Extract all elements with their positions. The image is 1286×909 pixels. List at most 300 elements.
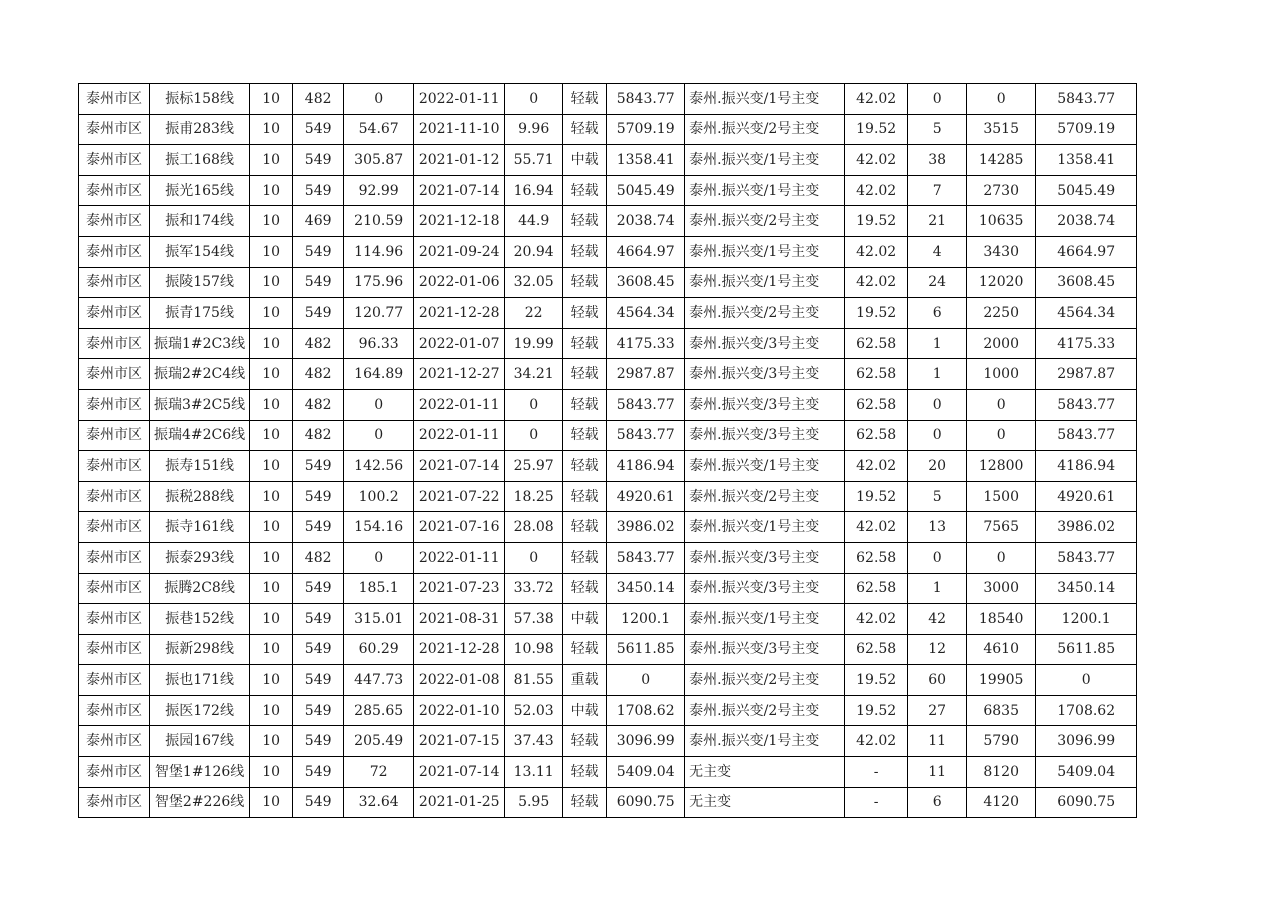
cell-transformer: 泰州.振兴变/3号主变 <box>685 359 845 390</box>
cell-line-name: 振新298线 <box>150 634 250 665</box>
cell-load: 96.33 <box>344 328 414 359</box>
cell-line-name: 振税288线 <box>150 481 250 512</box>
cell-voltage: 10 <box>250 787 293 818</box>
cell-load: 0 <box>344 389 414 420</box>
cell-load-rate: 55.71 <box>505 145 563 176</box>
cell-available: 3986.02 <box>607 512 685 543</box>
cell-capacity: 482 <box>293 84 344 115</box>
cell-transformer: 泰州.振兴变/1号主变 <box>685 84 845 115</box>
cell-transformer: 泰州.振兴变/3号主变 <box>685 634 845 665</box>
cell-load: 72 <box>344 757 414 788</box>
cell-district: 泰州市区 <box>79 328 150 359</box>
cell-remaining: 5843.77 <box>1036 84 1137 115</box>
cell-district: 泰州市区 <box>79 757 150 788</box>
cell-line-name: 振也171线 <box>150 665 250 696</box>
cell-voltage: 10 <box>250 175 293 206</box>
cell-transformer-rate: 42.02 <box>845 512 908 543</box>
cell-district: 泰州市区 <box>79 542 150 573</box>
cell-line-name: 振瑞1#2C3线 <box>150 328 250 359</box>
cell-transformer-rate: 42.02 <box>845 726 908 757</box>
cell-user-capacity: 14285 <box>967 145 1036 176</box>
cell-capacity: 549 <box>293 573 344 604</box>
cell-households: 27 <box>908 695 967 726</box>
cell-available: 2987.87 <box>607 359 685 390</box>
cell-transformer: 泰州.振兴变/3号主变 <box>685 328 845 359</box>
cell-line-name: 振甫283线 <box>150 114 250 145</box>
cell-transformer: 无主变 <box>685 787 845 818</box>
cell-households: 11 <box>908 726 967 757</box>
cell-load: 114.96 <box>344 236 414 267</box>
cell-capacity: 482 <box>293 542 344 573</box>
cell-remaining: 1358.41 <box>1036 145 1137 176</box>
cell-voltage: 10 <box>250 84 293 115</box>
cell-line-name: 振瑞4#2C6线 <box>150 420 250 451</box>
cell-available: 5045.49 <box>607 175 685 206</box>
cell-district: 泰州市区 <box>79 145 150 176</box>
cell-load-rate: 5.95 <box>505 787 563 818</box>
cell-user-capacity: 10635 <box>967 206 1036 237</box>
cell-transformer: 泰州.振兴变/3号主变 <box>685 389 845 420</box>
cell-load-status: 轻载 <box>563 757 607 788</box>
cell-district: 泰州市区 <box>79 451 150 482</box>
cell-transformer: 泰州.振兴变/3号主变 <box>685 542 845 573</box>
cell-available: 4175.33 <box>607 328 685 359</box>
cell-transformer-rate: 62.58 <box>845 634 908 665</box>
cell-load: 32.64 <box>344 787 414 818</box>
cell-date: 2021-07-14 <box>414 175 505 206</box>
cell-load: 142.56 <box>344 451 414 482</box>
cell-district: 泰州市区 <box>79 512 150 543</box>
cell-date: 2021-01-25 <box>414 787 505 818</box>
cell-voltage: 10 <box>250 145 293 176</box>
cell-load-status: 轻载 <box>563 573 607 604</box>
cell-district: 泰州市区 <box>79 267 150 298</box>
cell-voltage: 10 <box>250 267 293 298</box>
cell-user-capacity: 19905 <box>967 665 1036 696</box>
cell-available: 1358.41 <box>607 145 685 176</box>
cell-load-rate: 0 <box>505 389 563 420</box>
cell-load-status: 轻载 <box>563 359 607 390</box>
cell-load-status: 轻载 <box>563 787 607 818</box>
cell-transformer: 泰州.振兴变/1号主变 <box>685 145 845 176</box>
cell-available: 5709.19 <box>607 114 685 145</box>
table-row <box>79 757 1137 788</box>
cell-load-status: 轻载 <box>563 267 607 298</box>
cell-transformer: 泰州.振兴变/2号主变 <box>685 114 845 145</box>
table-row <box>79 542 1137 573</box>
cell-available: 5843.77 <box>607 84 685 115</box>
cell-transformer-rate: 19.52 <box>845 298 908 329</box>
cell-load: 164.89 <box>344 359 414 390</box>
cell-voltage: 10 <box>250 451 293 482</box>
cell-district: 泰州市区 <box>79 481 150 512</box>
cell-transformer-rate: 19.52 <box>845 206 908 237</box>
cell-load-rate: 33.72 <box>505 573 563 604</box>
cell-load-rate: 19.99 <box>505 328 563 359</box>
cell-transformer-rate: - <box>845 757 908 788</box>
cell-transformer: 泰州.振兴变/3号主变 <box>685 420 845 451</box>
cell-date: 2022-01-08 <box>414 665 505 696</box>
cell-date: 2021-12-18 <box>414 206 505 237</box>
cell-voltage: 10 <box>250 726 293 757</box>
cell-capacity: 549 <box>293 634 344 665</box>
cell-remaining: 2987.87 <box>1036 359 1137 390</box>
cell-load-rate: 16.94 <box>505 175 563 206</box>
cell-load-rate: 0 <box>505 542 563 573</box>
cell-load: 315.01 <box>344 604 414 635</box>
cell-load-status: 中载 <box>563 695 607 726</box>
cell-transformer-rate: 42.02 <box>845 236 908 267</box>
cell-remaining: 4186.94 <box>1036 451 1137 482</box>
cell-voltage: 10 <box>250 298 293 329</box>
cell-available: 3608.45 <box>607 267 685 298</box>
cell-capacity: 482 <box>293 420 344 451</box>
cell-capacity: 549 <box>293 236 344 267</box>
cell-date: 2022-01-11 <box>414 389 505 420</box>
cell-voltage: 10 <box>250 634 293 665</box>
cell-available: 4186.94 <box>607 451 685 482</box>
cell-capacity: 549 <box>293 787 344 818</box>
cell-line-name: 智堡2#226线 <box>150 787 250 818</box>
cell-load: 210.59 <box>344 206 414 237</box>
cell-load-status: 轻载 <box>563 328 607 359</box>
cell-district: 泰州市区 <box>79 695 150 726</box>
cell-capacity: 549 <box>293 757 344 788</box>
cell-user-capacity: 5790 <box>967 726 1036 757</box>
cell-user-capacity: 3515 <box>967 114 1036 145</box>
cell-district: 泰州市区 <box>79 114 150 145</box>
cell-remaining: 2038.74 <box>1036 206 1137 237</box>
cell-transformer: 泰州.振兴变/1号主变 <box>685 175 845 206</box>
cell-date: 2021-07-14 <box>414 451 505 482</box>
cell-households: 4 <box>908 236 967 267</box>
cell-load-rate: 0 <box>505 420 563 451</box>
cell-user-capacity: 0 <box>967 542 1036 573</box>
cell-load-rate: 0 <box>505 84 563 115</box>
cell-households: 24 <box>908 267 967 298</box>
cell-date: 2022-01-10 <box>414 695 505 726</box>
table-row <box>79 114 1137 145</box>
cell-available: 4564.34 <box>607 298 685 329</box>
cell-load: 154.16 <box>344 512 414 543</box>
cell-voltage: 10 <box>250 665 293 696</box>
table-row <box>79 84 1137 115</box>
cell-user-capacity: 1000 <box>967 359 1036 390</box>
cell-voltage: 10 <box>250 512 293 543</box>
cell-load-status: 轻载 <box>563 726 607 757</box>
cell-district: 泰州市区 <box>79 665 150 696</box>
cell-user-capacity: 7565 <box>967 512 1036 543</box>
cell-households: 1 <box>908 359 967 390</box>
cell-user-capacity: 4120 <box>967 787 1036 818</box>
cell-transformer-rate: 62.58 <box>845 573 908 604</box>
table-row <box>79 512 1137 543</box>
cell-voltage: 10 <box>250 206 293 237</box>
cell-remaining: 5843.77 <box>1036 420 1137 451</box>
cell-voltage: 10 <box>250 542 293 573</box>
cell-available: 1708.62 <box>607 695 685 726</box>
cell-district: 泰州市区 <box>79 604 150 635</box>
cell-capacity: 549 <box>293 298 344 329</box>
cell-user-capacity: 2000 <box>967 328 1036 359</box>
cell-voltage: 10 <box>250 573 293 604</box>
cell-transformer-rate: - <box>845 787 908 818</box>
cell-capacity: 482 <box>293 359 344 390</box>
cell-remaining: 5409.04 <box>1036 757 1137 788</box>
cell-households: 20 <box>908 451 967 482</box>
cell-load: 185.1 <box>344 573 414 604</box>
cell-load-rate: 52.03 <box>505 695 563 726</box>
cell-remaining: 1708.62 <box>1036 695 1137 726</box>
cell-date: 2021-12-27 <box>414 359 505 390</box>
cell-available: 5611.85 <box>607 634 685 665</box>
cell-remaining: 5045.49 <box>1036 175 1137 206</box>
cell-voltage: 10 <box>250 389 293 420</box>
cell-voltage: 10 <box>250 604 293 635</box>
cell-households: 5 <box>908 481 967 512</box>
cell-transformer-rate: 62.58 <box>845 420 908 451</box>
cell-capacity: 482 <box>293 328 344 359</box>
cell-capacity: 549 <box>293 695 344 726</box>
cell-available: 4920.61 <box>607 481 685 512</box>
cell-available: 3450.14 <box>607 573 685 604</box>
cell-available: 5409.04 <box>607 757 685 788</box>
cell-load-status: 轻载 <box>563 634 607 665</box>
cell-load-status: 轻载 <box>563 512 607 543</box>
table-row <box>79 665 1137 696</box>
cell-load-status: 轻载 <box>563 451 607 482</box>
cell-remaining: 6090.75 <box>1036 787 1137 818</box>
cell-households: 21 <box>908 206 967 237</box>
table-row <box>79 634 1137 665</box>
cell-load: 447.73 <box>344 665 414 696</box>
cell-user-capacity: 2250 <box>967 298 1036 329</box>
cell-line-name: 智堡1#126线 <box>150 757 250 788</box>
cell-available: 5843.77 <box>607 542 685 573</box>
cell-transformer: 泰州.振兴变/2号主变 <box>685 695 845 726</box>
cell-user-capacity: 2730 <box>967 175 1036 206</box>
cell-households: 0 <box>908 389 967 420</box>
cell-district: 泰州市区 <box>79 634 150 665</box>
cell-district: 泰州市区 <box>79 84 150 115</box>
cell-line-name: 振标158线 <box>150 84 250 115</box>
cell-line-name: 振军154线 <box>150 236 250 267</box>
cell-date: 2021-07-22 <box>414 481 505 512</box>
table-row <box>79 451 1137 482</box>
table-body <box>79 84 1137 818</box>
table-row <box>79 420 1137 451</box>
cell-date: 2021-11-10 <box>414 114 505 145</box>
cell-remaining: 1200.1 <box>1036 604 1137 635</box>
cell-load-rate: 28.08 <box>505 512 563 543</box>
table-row <box>79 298 1137 329</box>
cell-remaining: 3450.14 <box>1036 573 1137 604</box>
cell-load: 92.99 <box>344 175 414 206</box>
cell-capacity: 469 <box>293 206 344 237</box>
cell-line-name: 振瑞2#2C4线 <box>150 359 250 390</box>
cell-voltage: 10 <box>250 481 293 512</box>
cell-voltage: 10 <box>250 695 293 726</box>
cell-households: 7 <box>908 175 967 206</box>
cell-line-name: 振青175线 <box>150 298 250 329</box>
cell-load-status: 轻载 <box>563 298 607 329</box>
cell-line-name: 振光165线 <box>150 175 250 206</box>
cell-capacity: 549 <box>293 512 344 543</box>
table-row <box>79 236 1137 267</box>
cell-user-capacity: 6835 <box>967 695 1036 726</box>
cell-households: 0 <box>908 84 967 115</box>
cell-capacity: 549 <box>293 114 344 145</box>
cell-households: 0 <box>908 542 967 573</box>
cell-remaining: 4920.61 <box>1036 481 1137 512</box>
table-row <box>79 787 1137 818</box>
cell-line-name: 振巷152线 <box>150 604 250 635</box>
cell-load-rate: 25.97 <box>505 451 563 482</box>
cell-remaining: 3986.02 <box>1036 512 1137 543</box>
cell-line-name: 振园167线 <box>150 726 250 757</box>
cell-voltage: 10 <box>250 236 293 267</box>
cell-district: 泰州市区 <box>79 420 150 451</box>
data-table <box>78 83 1137 818</box>
cell-load-status: 轻载 <box>563 175 607 206</box>
cell-transformer: 泰州.振兴变/1号主变 <box>685 512 845 543</box>
cell-load-status: 中载 <box>563 604 607 635</box>
cell-date: 2022-01-06 <box>414 267 505 298</box>
cell-load: 0 <box>344 420 414 451</box>
cell-user-capacity: 12800 <box>967 451 1036 482</box>
cell-voltage: 10 <box>250 114 293 145</box>
cell-remaining: 4664.97 <box>1036 236 1137 267</box>
cell-date: 2022-01-11 <box>414 420 505 451</box>
cell-load: 54.67 <box>344 114 414 145</box>
cell-load-status: 轻载 <box>563 389 607 420</box>
cell-date: 2022-01-11 <box>414 84 505 115</box>
cell-transformer-rate: 19.52 <box>845 481 908 512</box>
cell-capacity: 549 <box>293 665 344 696</box>
cell-load-status: 重载 <box>563 665 607 696</box>
cell-load: 205.49 <box>344 726 414 757</box>
cell-user-capacity: 1500 <box>967 481 1036 512</box>
cell-date: 2022-01-11 <box>414 542 505 573</box>
cell-load-status: 轻载 <box>563 206 607 237</box>
cell-households: 5 <box>908 114 967 145</box>
cell-available: 3096.99 <box>607 726 685 757</box>
cell-load: 60.29 <box>344 634 414 665</box>
cell-voltage: 10 <box>250 328 293 359</box>
cell-load: 285.65 <box>344 695 414 726</box>
cell-remaining: 4175.33 <box>1036 328 1137 359</box>
cell-date: 2021-09-24 <box>414 236 505 267</box>
cell-households: 6 <box>908 298 967 329</box>
cell-load-status: 轻载 <box>563 114 607 145</box>
cell-transformer: 泰州.振兴变/2号主变 <box>685 298 845 329</box>
cell-user-capacity: 3430 <box>967 236 1036 267</box>
cell-available: 5843.77 <box>607 389 685 420</box>
cell-line-name: 振瑞3#2C5线 <box>150 389 250 420</box>
cell-available: 1200.1 <box>607 604 685 635</box>
cell-remaining: 5709.19 <box>1036 114 1137 145</box>
cell-transformer: 泰州.振兴变/1号主变 <box>685 604 845 635</box>
cell-transformer-rate: 62.58 <box>845 328 908 359</box>
cell-voltage: 10 <box>250 420 293 451</box>
cell-date: 2021-12-28 <box>414 298 505 329</box>
cell-capacity: 549 <box>293 145 344 176</box>
cell-load-rate: 44.9 <box>505 206 563 237</box>
cell-transformer: 泰州.振兴变/2号主变 <box>685 481 845 512</box>
cell-transformer-rate: 62.58 <box>845 542 908 573</box>
cell-load-rate: 37.43 <box>505 726 563 757</box>
cell-available: 6090.75 <box>607 787 685 818</box>
cell-transformer-rate: 42.02 <box>845 267 908 298</box>
cell-transformer-rate: 42.02 <box>845 84 908 115</box>
table-row <box>79 604 1137 635</box>
cell-district: 泰州市区 <box>79 389 150 420</box>
cell-available: 5843.77 <box>607 420 685 451</box>
cell-district: 泰州市区 <box>79 359 150 390</box>
cell-load: 100.2 <box>344 481 414 512</box>
cell-transformer: 泰州.振兴变/2号主变 <box>685 206 845 237</box>
cell-load: 0 <box>344 542 414 573</box>
table-row <box>79 726 1137 757</box>
cell-capacity: 549 <box>293 726 344 757</box>
cell-district: 泰州市区 <box>79 787 150 818</box>
cell-remaining: 5843.77 <box>1036 389 1137 420</box>
cell-user-capacity: 4610 <box>967 634 1036 665</box>
cell-transformer: 泰州.振兴变/3号主变 <box>685 573 845 604</box>
cell-voltage: 10 <box>250 757 293 788</box>
cell-load-rate: 22 <box>505 298 563 329</box>
cell-date: 2021-07-16 <box>414 512 505 543</box>
cell-line-name: 振寺161线 <box>150 512 250 543</box>
cell-district: 泰州市区 <box>79 573 150 604</box>
cell-remaining: 5843.77 <box>1036 542 1137 573</box>
cell-households: 38 <box>908 145 967 176</box>
cell-load: 0 <box>344 84 414 115</box>
table-row <box>79 267 1137 298</box>
cell-load-status: 轻载 <box>563 236 607 267</box>
cell-transformer-rate: 42.02 <box>845 145 908 176</box>
cell-transformer-rate: 42.02 <box>845 451 908 482</box>
cell-households: 1 <box>908 328 967 359</box>
cell-user-capacity: 18540 <box>967 604 1036 635</box>
cell-transformer-rate: 42.02 <box>845 175 908 206</box>
cell-user-capacity: 8120 <box>967 757 1036 788</box>
cell-remaining: 3608.45 <box>1036 267 1137 298</box>
cell-load: 305.87 <box>344 145 414 176</box>
cell-load-rate: 32.05 <box>505 267 563 298</box>
table-row <box>79 695 1137 726</box>
cell-load-status: 轻载 <box>563 542 607 573</box>
cell-transformer: 泰州.振兴变/1号主变 <box>685 236 845 267</box>
table-row <box>79 145 1137 176</box>
cell-user-capacity: 3000 <box>967 573 1036 604</box>
cell-line-name: 振腾2C8线 <box>150 573 250 604</box>
cell-voltage: 10 <box>250 359 293 390</box>
cell-load-rate: 9.96 <box>505 114 563 145</box>
cell-transformer-rate: 62.58 <box>845 389 908 420</box>
table-row <box>79 389 1137 420</box>
cell-line-name: 振工168线 <box>150 145 250 176</box>
cell-user-capacity: 0 <box>967 420 1036 451</box>
cell-households: 12 <box>908 634 967 665</box>
cell-load-status: 轻载 <box>563 481 607 512</box>
cell-available: 2038.74 <box>607 206 685 237</box>
table-row <box>79 175 1137 206</box>
cell-district: 泰州市区 <box>79 236 150 267</box>
cell-load-rate: 18.25 <box>505 481 563 512</box>
cell-transformer-rate: 19.52 <box>845 695 908 726</box>
cell-households: 6 <box>908 787 967 818</box>
